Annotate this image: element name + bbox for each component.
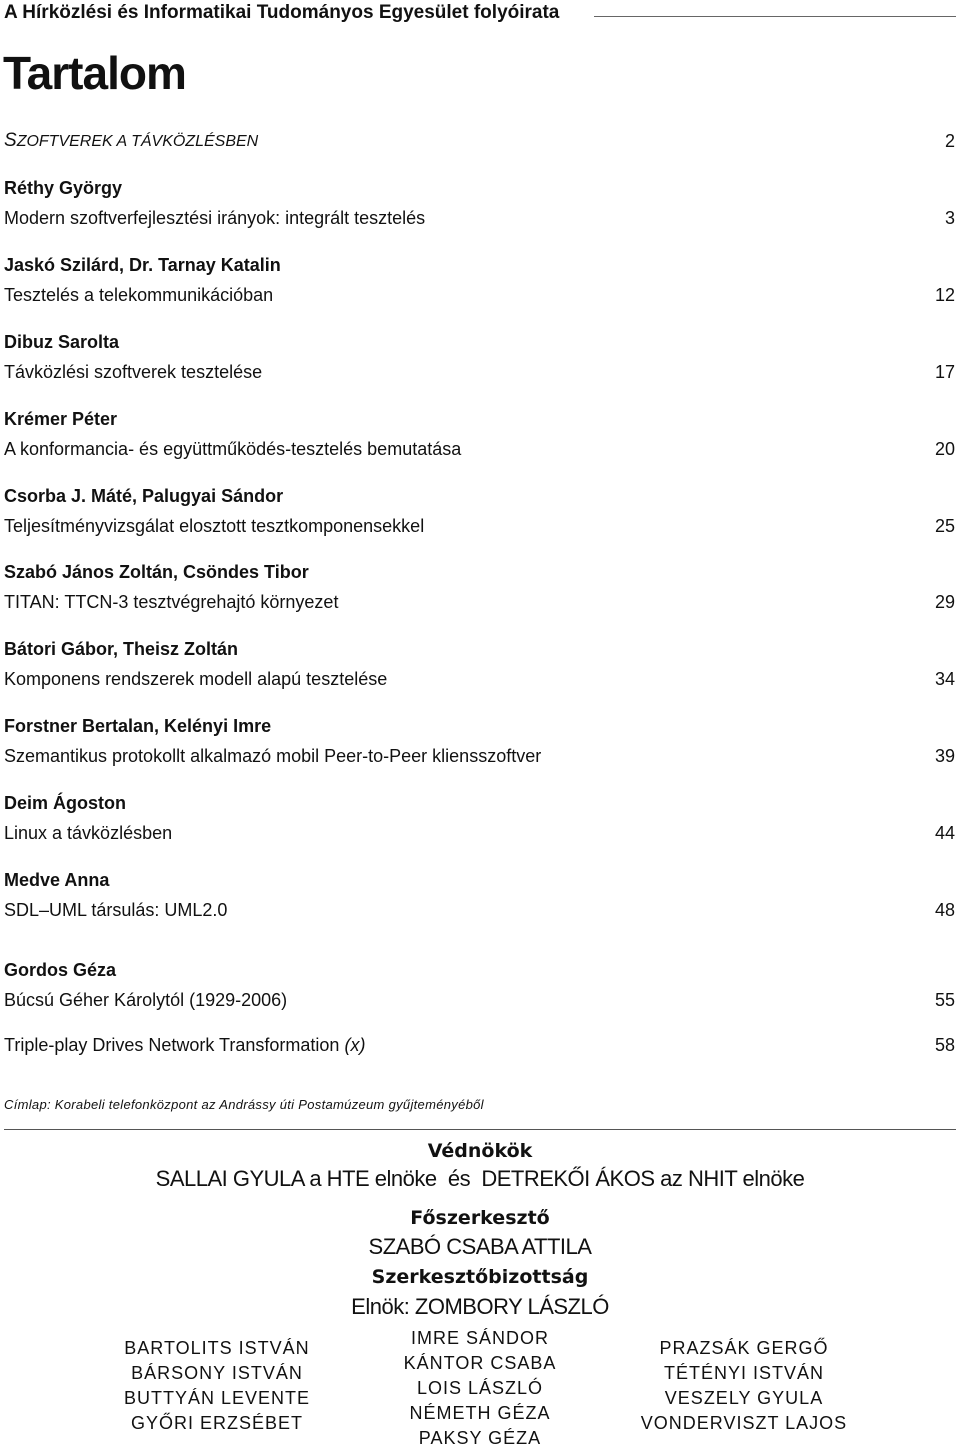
- toc-entry[interactable]: [4, 514, 955, 538]
- toc-title: Búcsú Géher Károlytól (1929-2006): [4, 990, 288, 1010]
- editor-name: SZABÓ CSABA ATTILA: [368, 1234, 592, 1259]
- toc-title: SDL–UML társulás: UML2.0: [4, 900, 228, 920]
- board-member: PAKSY GÉZA: [418, 1428, 542, 1448]
- toc-author: Szabó János Zoltán, Csöndes Tibor: [4, 562, 309, 582]
- board-member: BUTTYÁN LEVENTE: [123, 1388, 311, 1408]
- header-rule: [594, 16, 956, 17]
- toc-author: Gordos Géza: [4, 960, 117, 980]
- toc-author: Csorba J. Máté, Palugyai Sándor: [4, 486, 284, 506]
- toc-title: Teljesítményvizsgálat elosztott tesztkomponensekkel: [4, 516, 425, 536]
- board-column-3: [624, 1336, 864, 1436]
- toc-entry[interactable]: [4, 667, 955, 691]
- toc-page: 48: [934, 900, 955, 920]
- editor-heading: Főszerkesztő: [410, 1207, 550, 1229]
- toc-entry[interactable]: [4, 283, 955, 307]
- board-member: VESZELY GYULA: [664, 1388, 824, 1408]
- toc-title: A konformancia- és együttműködés-tesztelés bemutatása: [4, 439, 462, 459]
- toc-page: 29: [934, 592, 955, 612]
- patrons-names: SALLAI GYULA a HTE elnöke és DETREKŐI ÁKOS az NHIT elnöke: [155, 1166, 805, 1191]
- board-heading: Szerkesztőbizottság: [371, 1266, 589, 1288]
- toc-entry[interactable]: [4, 590, 955, 614]
- board-column-2: [380, 1326, 580, 1451]
- toc-entry[interactable]: [4, 744, 955, 768]
- toc-author: Forstner Bertalan, Kelényi Imre: [4, 716, 272, 736]
- toc-page: 58: [934, 1035, 955, 1055]
- toc-author: Jaskó Szilárd, Dr. Tarnay Katalin: [4, 255, 281, 275]
- cover-note: Címlap: Korabeli telefonközpont az Andrássy úti Postamúzeum gyűjteményéből: [4, 1097, 484, 1112]
- toc-entry[interactable]: [4, 206, 955, 230]
- divider: [4, 1129, 956, 1130]
- toc-title: Linux a távközlésben: [4, 823, 173, 843]
- toc-entry[interactable]: [4, 821, 955, 845]
- board-member: NÉMETH GÉZA: [409, 1403, 551, 1423]
- toc-page: 55: [934, 990, 955, 1010]
- board-chair: Elnök: ZOMBORY LÁSZLÓ: [351, 1294, 609, 1319]
- toc-page: 25: [934, 516, 955, 536]
- toc-mark: (x): [344, 1035, 366, 1055]
- toc-author: Medve Anna: [4, 870, 110, 890]
- section-title: ZOFTVEREK A TÁVKÖZLÉSBEN: [16, 133, 259, 150]
- board-member: TÉTÉNYI ISTVÁN: [663, 1363, 825, 1383]
- board-member: PRAZSÁK GERGŐ: [659, 1338, 829, 1358]
- section-page: 2: [944, 131, 955, 151]
- toc-title: TITAN: TTCN-3 tesztvégrehajtó környezet: [4, 592, 339, 612]
- toc-page: 17: [934, 362, 955, 382]
- toc-title: Tesztelés a telekommunikációban: [4, 285, 274, 305]
- toc-title: Komponens rendszerek modell alapú tesztelése: [4, 669, 388, 689]
- toc-author: Bátori Gábor, Theisz Zoltán: [4, 639, 239, 659]
- board-member: VONDERVISZT LAJOS: [640, 1413, 848, 1433]
- toc-title: Triple-play Drives Network Transformation: [4, 1035, 340, 1055]
- board-member: BÁRSONY ISTVÁN: [131, 1363, 303, 1383]
- board-member: GYŐRI ERZSÉBET: [130, 1413, 304, 1433]
- journal-header: [4, 2, 956, 24]
- toc-author: Deim Ágoston: [4, 793, 127, 813]
- section-heading: [4, 129, 955, 154]
- toc-title: Távközlési szoftverek tesztelése: [4, 362, 263, 382]
- toc-author: Réthy György: [4, 178, 123, 198]
- toc-page: 12: [934, 285, 955, 305]
- toc-page: 39: [934, 746, 955, 766]
- toc-entry[interactable]: [4, 1033, 955, 1057]
- toc-page: 44: [934, 823, 955, 843]
- toc-title: Szemantikus protokollt alkalmazó mobil Peer-to-Peer kliensszoftver: [4, 746, 542, 766]
- toc-title: Modern szoftverfejlesztési irányok: integrált tesztelés: [4, 208, 426, 228]
- page-title: Tartalom: [3, 47, 186, 99]
- section-first-letter: S: [4, 130, 17, 151]
- toc-page: 34: [934, 669, 955, 689]
- toc-author: Krémer Péter: [4, 409, 118, 429]
- toc-entry[interactable]: [4, 360, 955, 384]
- board-member: BARTOLITS ISTVÁN: [124, 1338, 310, 1358]
- toc-entry[interactable]: [4, 898, 955, 922]
- board-member: KÁNTOR CSABA: [403, 1353, 557, 1373]
- board-member: IMRE SÁNDOR: [410, 1328, 549, 1348]
- toc-author: Dibuz Sarolta: [4, 332, 120, 352]
- toc-page: 20: [934, 439, 955, 459]
- patrons-heading: Védnökök: [427, 1140, 533, 1162]
- board-column-1: [108, 1336, 326, 1436]
- journal-title: A Hírközlési és Informatikai Tudományos Egyesület folyóirata: [4, 2, 567, 24]
- toc-page: 3: [944, 208, 955, 228]
- toc-entry[interactable]: [4, 988, 955, 1012]
- board-member: LOIS LÁSZLÓ: [416, 1378, 544, 1398]
- toc-entry[interactable]: [4, 437, 955, 461]
